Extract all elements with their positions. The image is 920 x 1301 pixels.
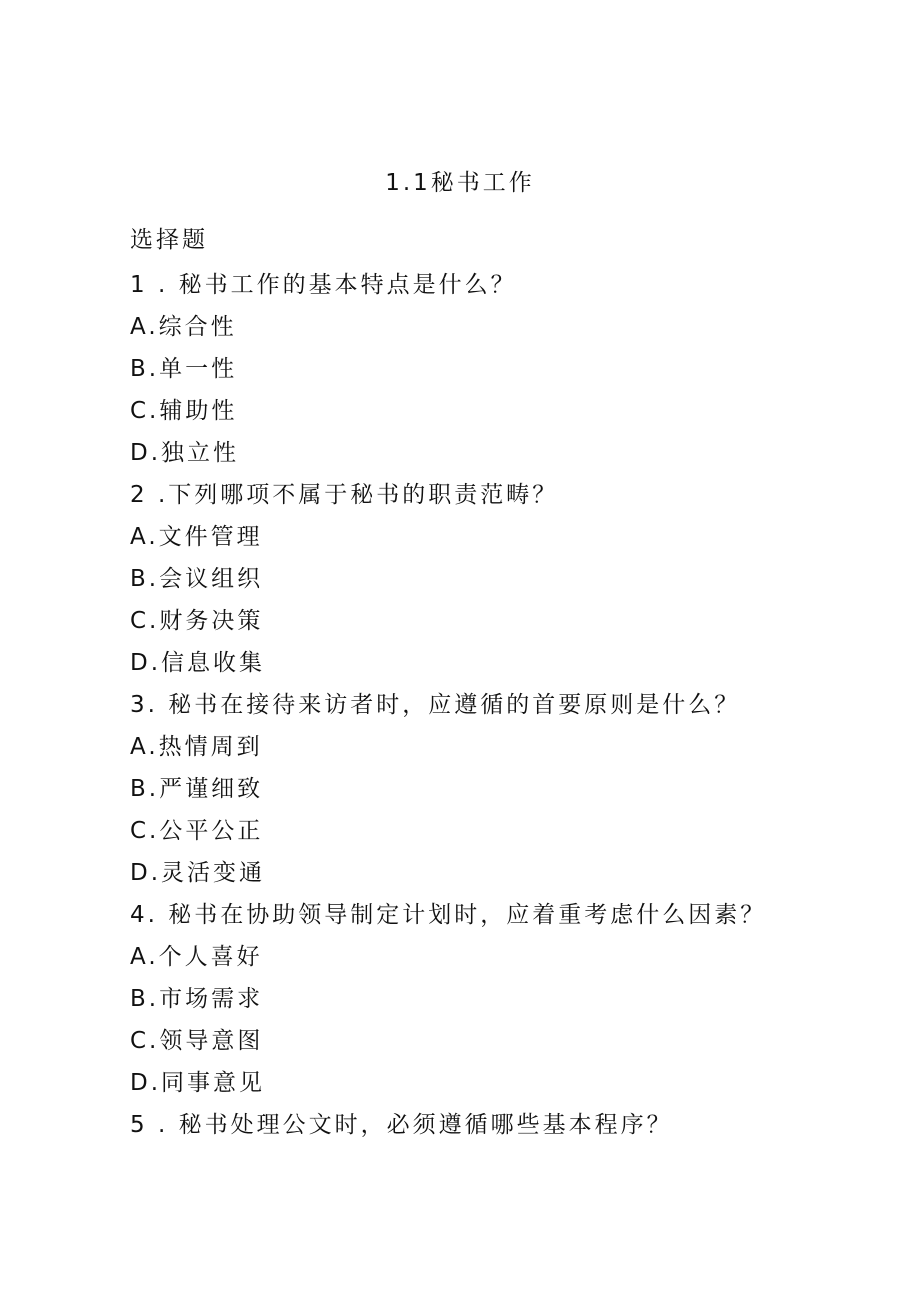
page-title: 1.1秘书工作	[385, 170, 535, 196]
answer-option: C.财务决策	[130, 608, 264, 634]
answer-option: D.灵活变通	[130, 860, 266, 886]
answer-option: A.文件管理	[130, 524, 263, 550]
answer-option: C.领导意图	[130, 1028, 264, 1054]
answer-option: A.个人喜好	[130, 944, 263, 970]
answer-option: C.公平公正	[130, 818, 264, 844]
section-label: 选择题	[130, 227, 208, 253]
answer-option: D.同事意见	[130, 1070, 266, 1096]
answer-option: B.单一性	[130, 356, 238, 382]
question-list	[130, 264, 830, 1146]
answer-option: D.信息收集	[130, 650, 266, 676]
answer-option: B.严谨细致	[130, 776, 264, 802]
answer-option: C.辅助性	[130, 398, 238, 424]
question-stem: 5 . 秘书处理公文时，必须遵循哪些基本程序？	[130, 1112, 673, 1138]
question-stem: 4. 秘书在协助领导制定计划时，应着重考虑什么因素？	[130, 902, 767, 928]
answer-option: B.市场需求	[130, 986, 264, 1012]
question-stem: 2 .下列哪项不属于秘书的职责范畴？	[130, 482, 559, 508]
answer-option: A.热情周到	[130, 734, 263, 760]
answer-option: B.会议组织	[130, 566, 264, 592]
answer-option: D.独立性	[130, 440, 240, 466]
answer-option: A.综合性	[130, 314, 237, 340]
question-stem: 3. 秘书在接待来访者时，应遵循的首要原则是什么？	[130, 692, 741, 718]
question-stem: 1 . 秘书工作的基本特点是什么？	[130, 272, 517, 298]
